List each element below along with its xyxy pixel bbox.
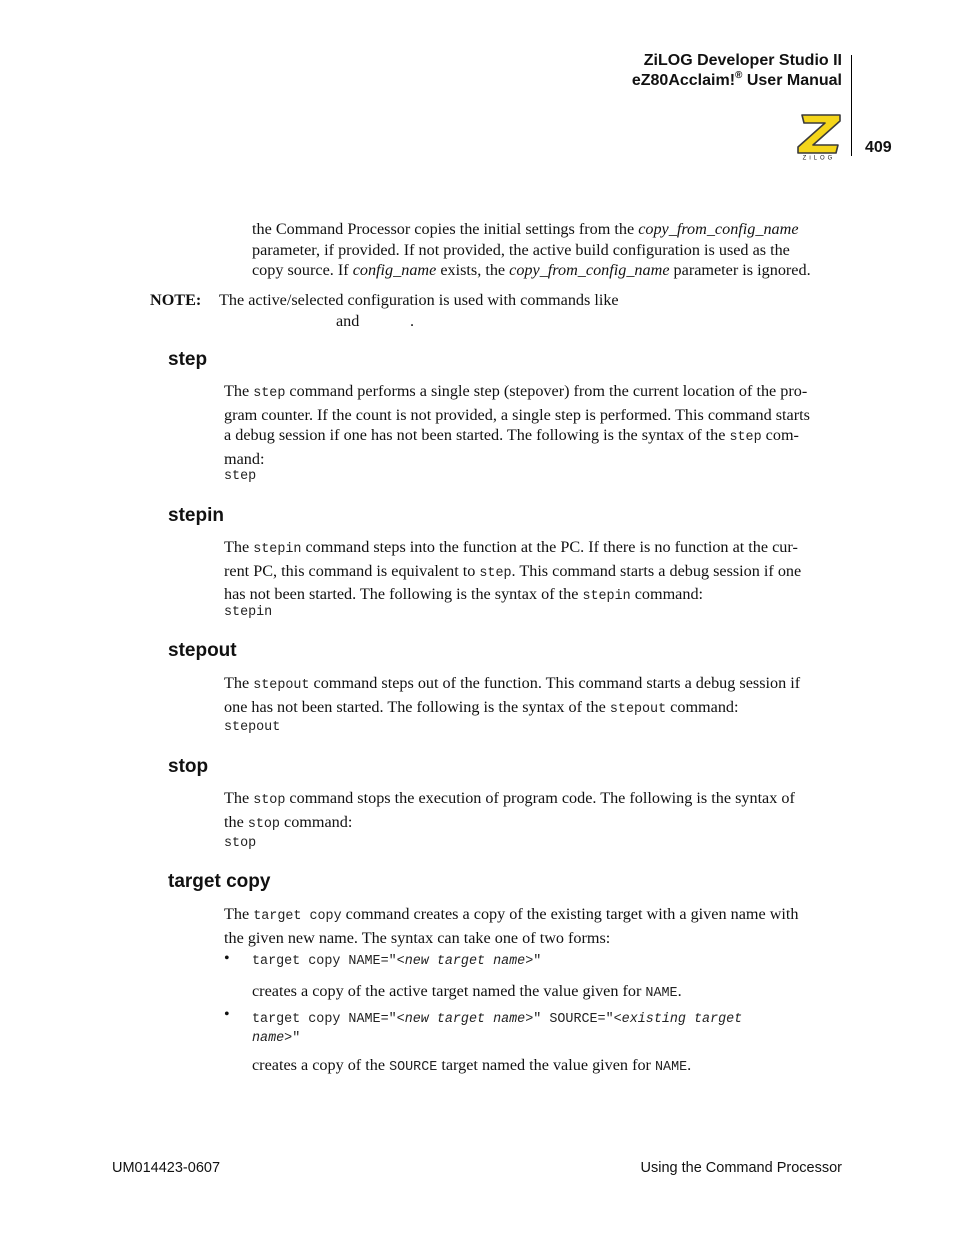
note-text: The active/selected configuration is used with commands like — [219, 291, 619, 309]
stepout-description: The stepout command steps out of the function. This command starts a debug session if one has not been started. The following is the syntax of the stepout command: — [224, 674, 801, 717]
target-copy-form-1-desc: creates a copy of the active target named the value given for NAME. — [252, 982, 682, 1001]
target-copy-form-1: target copy NAME="<new target name>" — [252, 954, 542, 969]
bullet-2: • — [224, 1006, 230, 1023]
stepin-syntax: stepin — [224, 605, 273, 620]
stop-syntax: stop — [224, 836, 257, 851]
step-syntax: step — [224, 469, 257, 484]
stepin-description: The stepin command steps into the function at the PC. If there is no function at the cur- rent PC, this command is equivalent to step. This command starts a debug session if one has not been started. The following is the syntax of the stepin command: — [224, 538, 802, 604]
heading-stepin: stepin — [168, 505, 224, 526]
note-and: and — [336, 312, 360, 330]
page-number: 409 — [865, 139, 892, 156]
step-description: The step command performs a single step (stepover) from the current location of the pro- gram counter. If the count is not provided, a single step is performed. This command starts a debug session if one has not been started. The following is the syntax of the step com- mand: — [224, 382, 810, 468]
intro-paragraph: the Command Processor copies the initial settings from the copy_from_config_name parameter, if provided. If not provided, the active build configuration is used as the copy source. If config_name exists, the copy_from_config_name parameter is ignored. — [252, 220, 811, 279]
manual-title: ZiLOG Developer Studio II — [643, 52, 842, 69]
footer-doc-id: UM014423-0607 — [112, 1160, 221, 1176]
header-divider — [851, 55, 852, 156]
heading-target-copy: target copy — [168, 871, 271, 892]
note-label: NOTE: — [150, 291, 202, 309]
stop-description: The stop command stops the execution of program code. The following is the syntax of the stop command: — [224, 789, 795, 832]
bullet-1: • — [224, 950, 230, 967]
manual-subtitle: eZ80Acclaim!® User Manual — [631, 70, 842, 89]
footer-section-title: Using the Command Processor — [640, 1160, 842, 1176]
stepout-syntax: stepout — [224, 720, 281, 735]
target-copy-form-2-desc: creates a copy of the SOURCE target named the value given for NAME. — [252, 1056, 692, 1075]
note-period: . — [410, 312, 415, 330]
heading-stepout: stepout — [168, 640, 237, 661]
zilog-logo-icon — [796, 112, 842, 160]
target-copy-form-2: target copy NAME="<new target name>" SOURCE="<existing target name>" — [252, 1012, 743, 1046]
heading-stop: stop — [168, 756, 209, 777]
target-copy-description: The target copy command creates a copy of the existing target with a given name with the given new name. The syntax can take one of two forms: — [224, 905, 799, 947]
heading-step: step — [168, 349, 208, 370]
svg-text:ZiLOG: ZiLOG — [802, 155, 836, 160]
